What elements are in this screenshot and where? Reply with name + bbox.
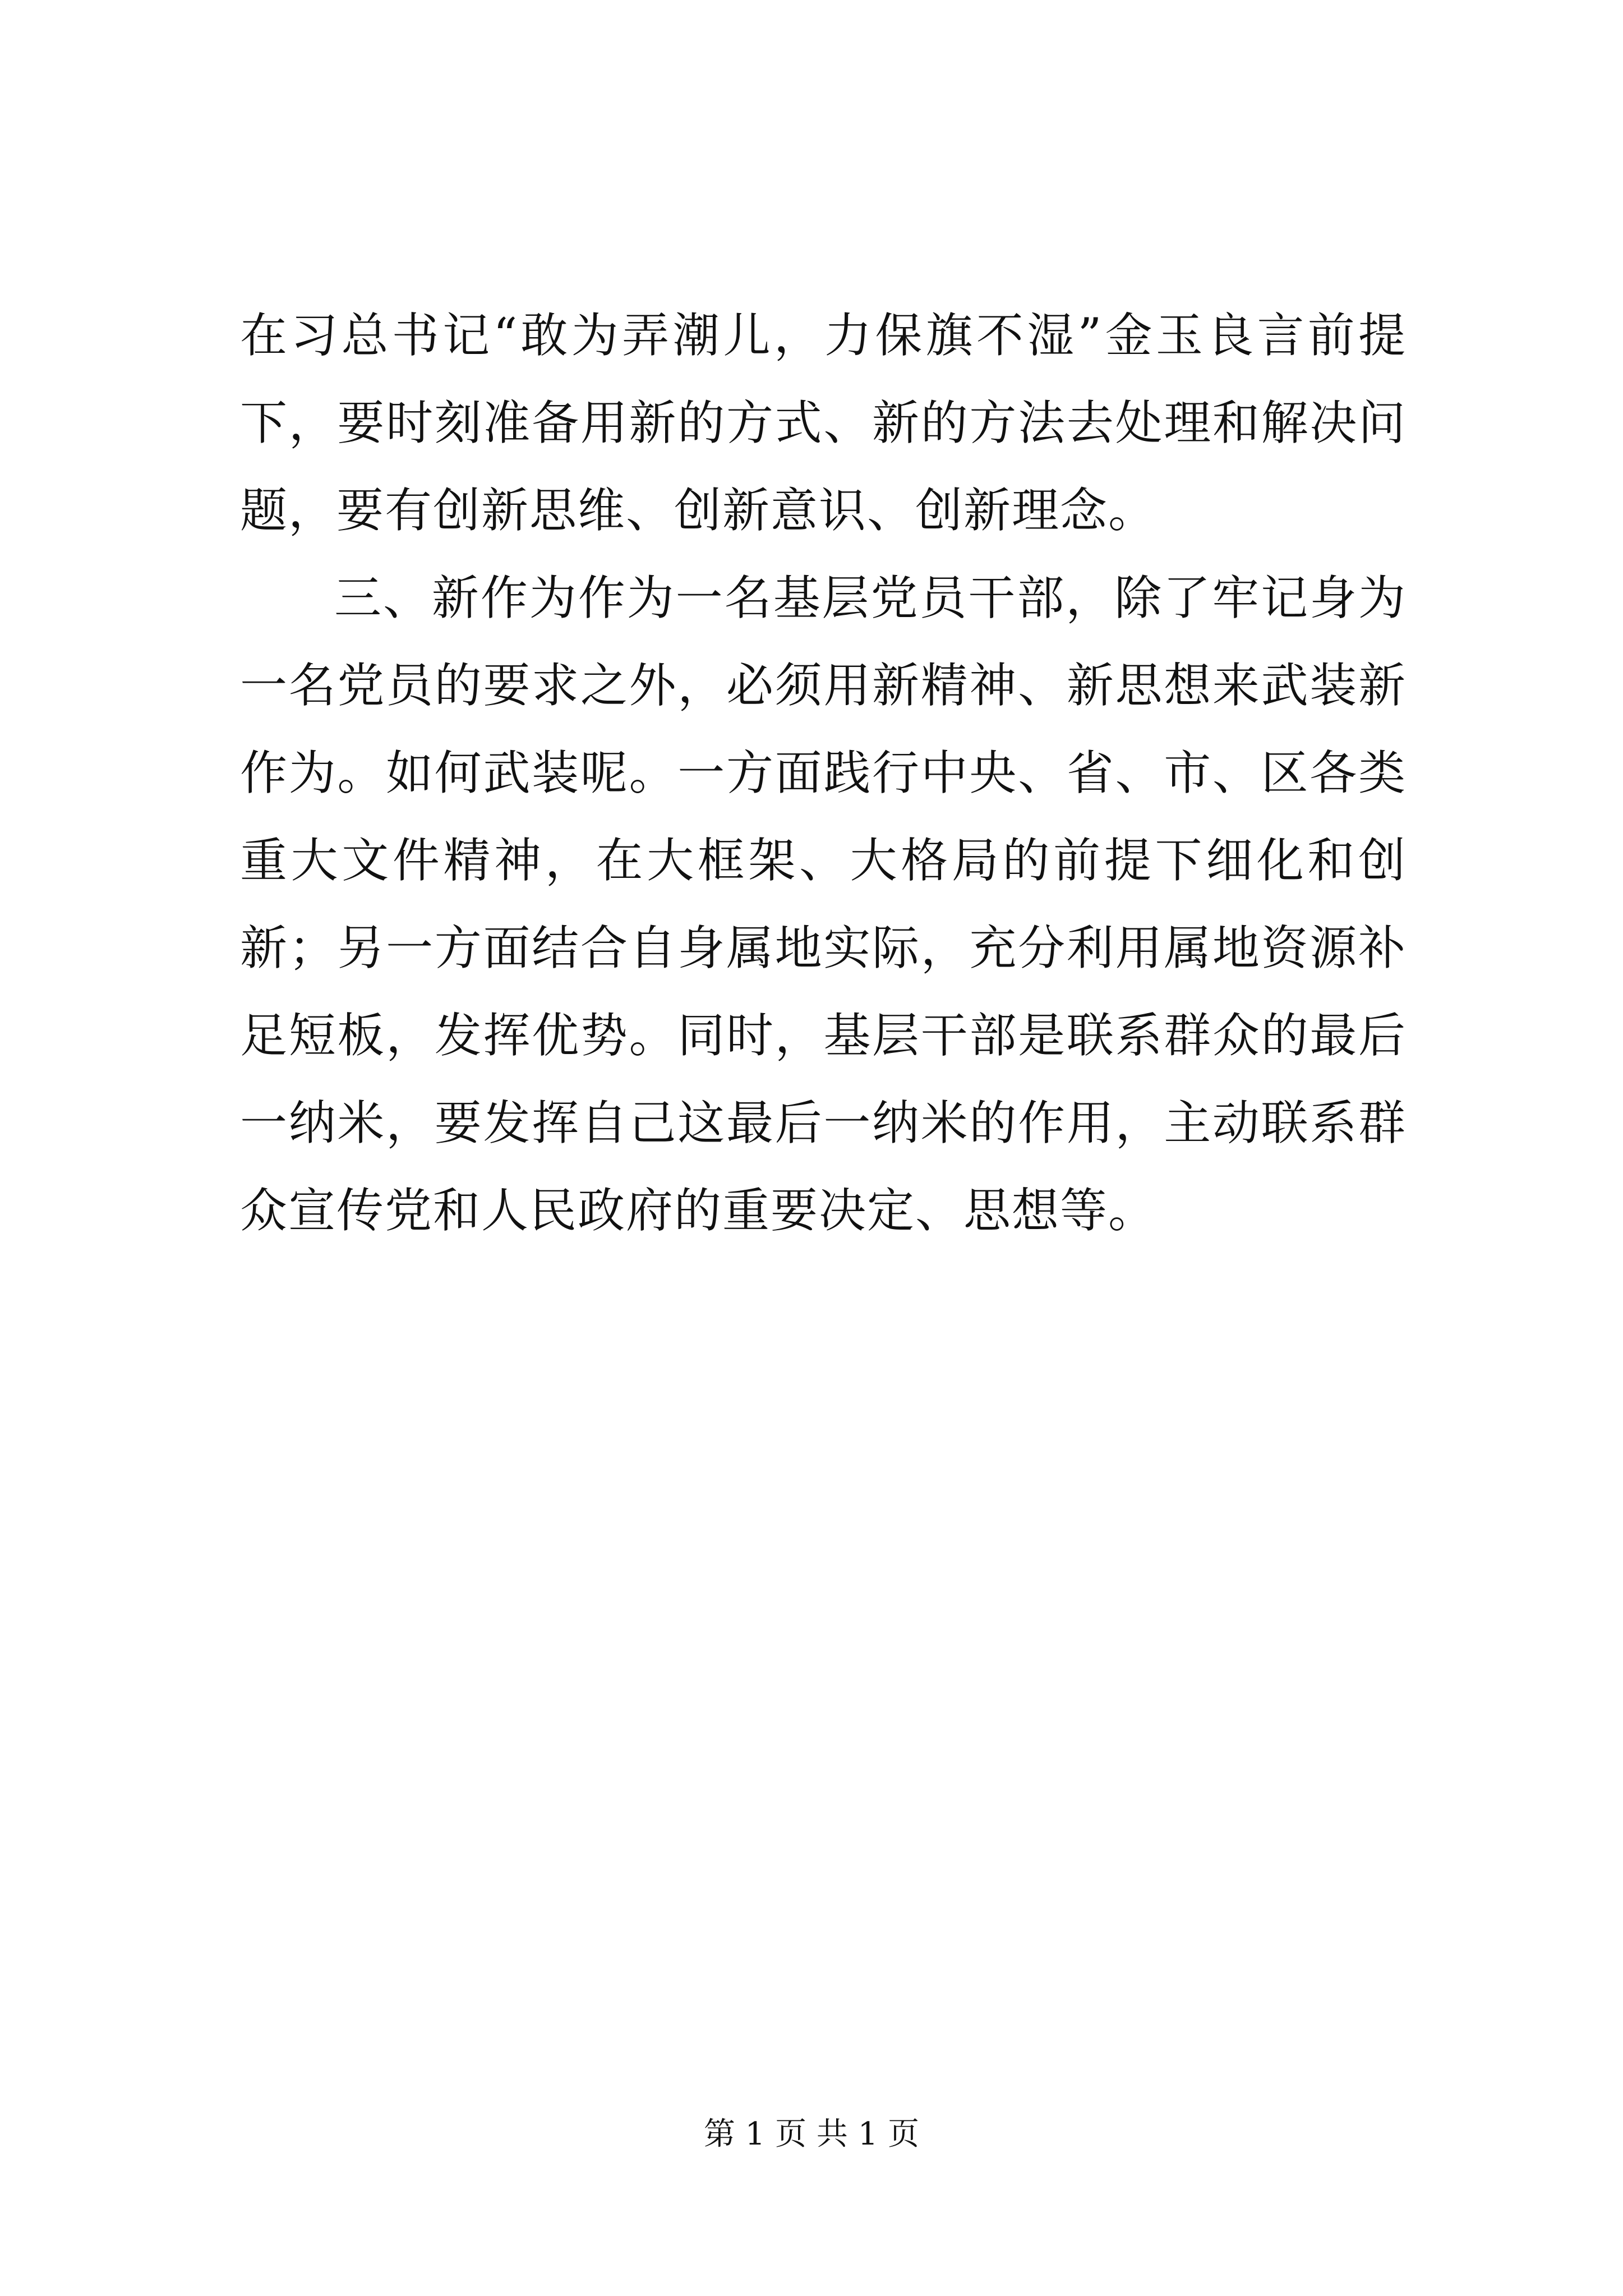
document-body — [240, 292, 1407, 1254]
paragraph-1: 在习总书记“敢为弄潮儿，力保旗不湿”金玉良言前提下，要时刻准备用新的方式、新的方法去处理和解决问题，要有创新思维、创新意识、创新理念。 — [240, 308, 1407, 538]
paragraph-2: 三、新作为作为一名基层党员干部，除了牢记身为一名党员的要求之外，必须用新精神、新思想来武装新作为。如何武装呢。一方面践行中央、省、市、区各类重大文件精神，在大框架、大格局的前提下细化和创新；另一方面结合自身属地实际，充分利用属地资源补足短板，发挥优势。同时，基层干部是联系群众的最后一纳米，要发挥自己这最后一纳米的作用，主动联系群众宣传党和人民政府的重要决定、思想等。 — [240, 570, 1407, 1238]
page-footer: 第 1 页 共 1 页 — [703, 2116, 920, 2152]
